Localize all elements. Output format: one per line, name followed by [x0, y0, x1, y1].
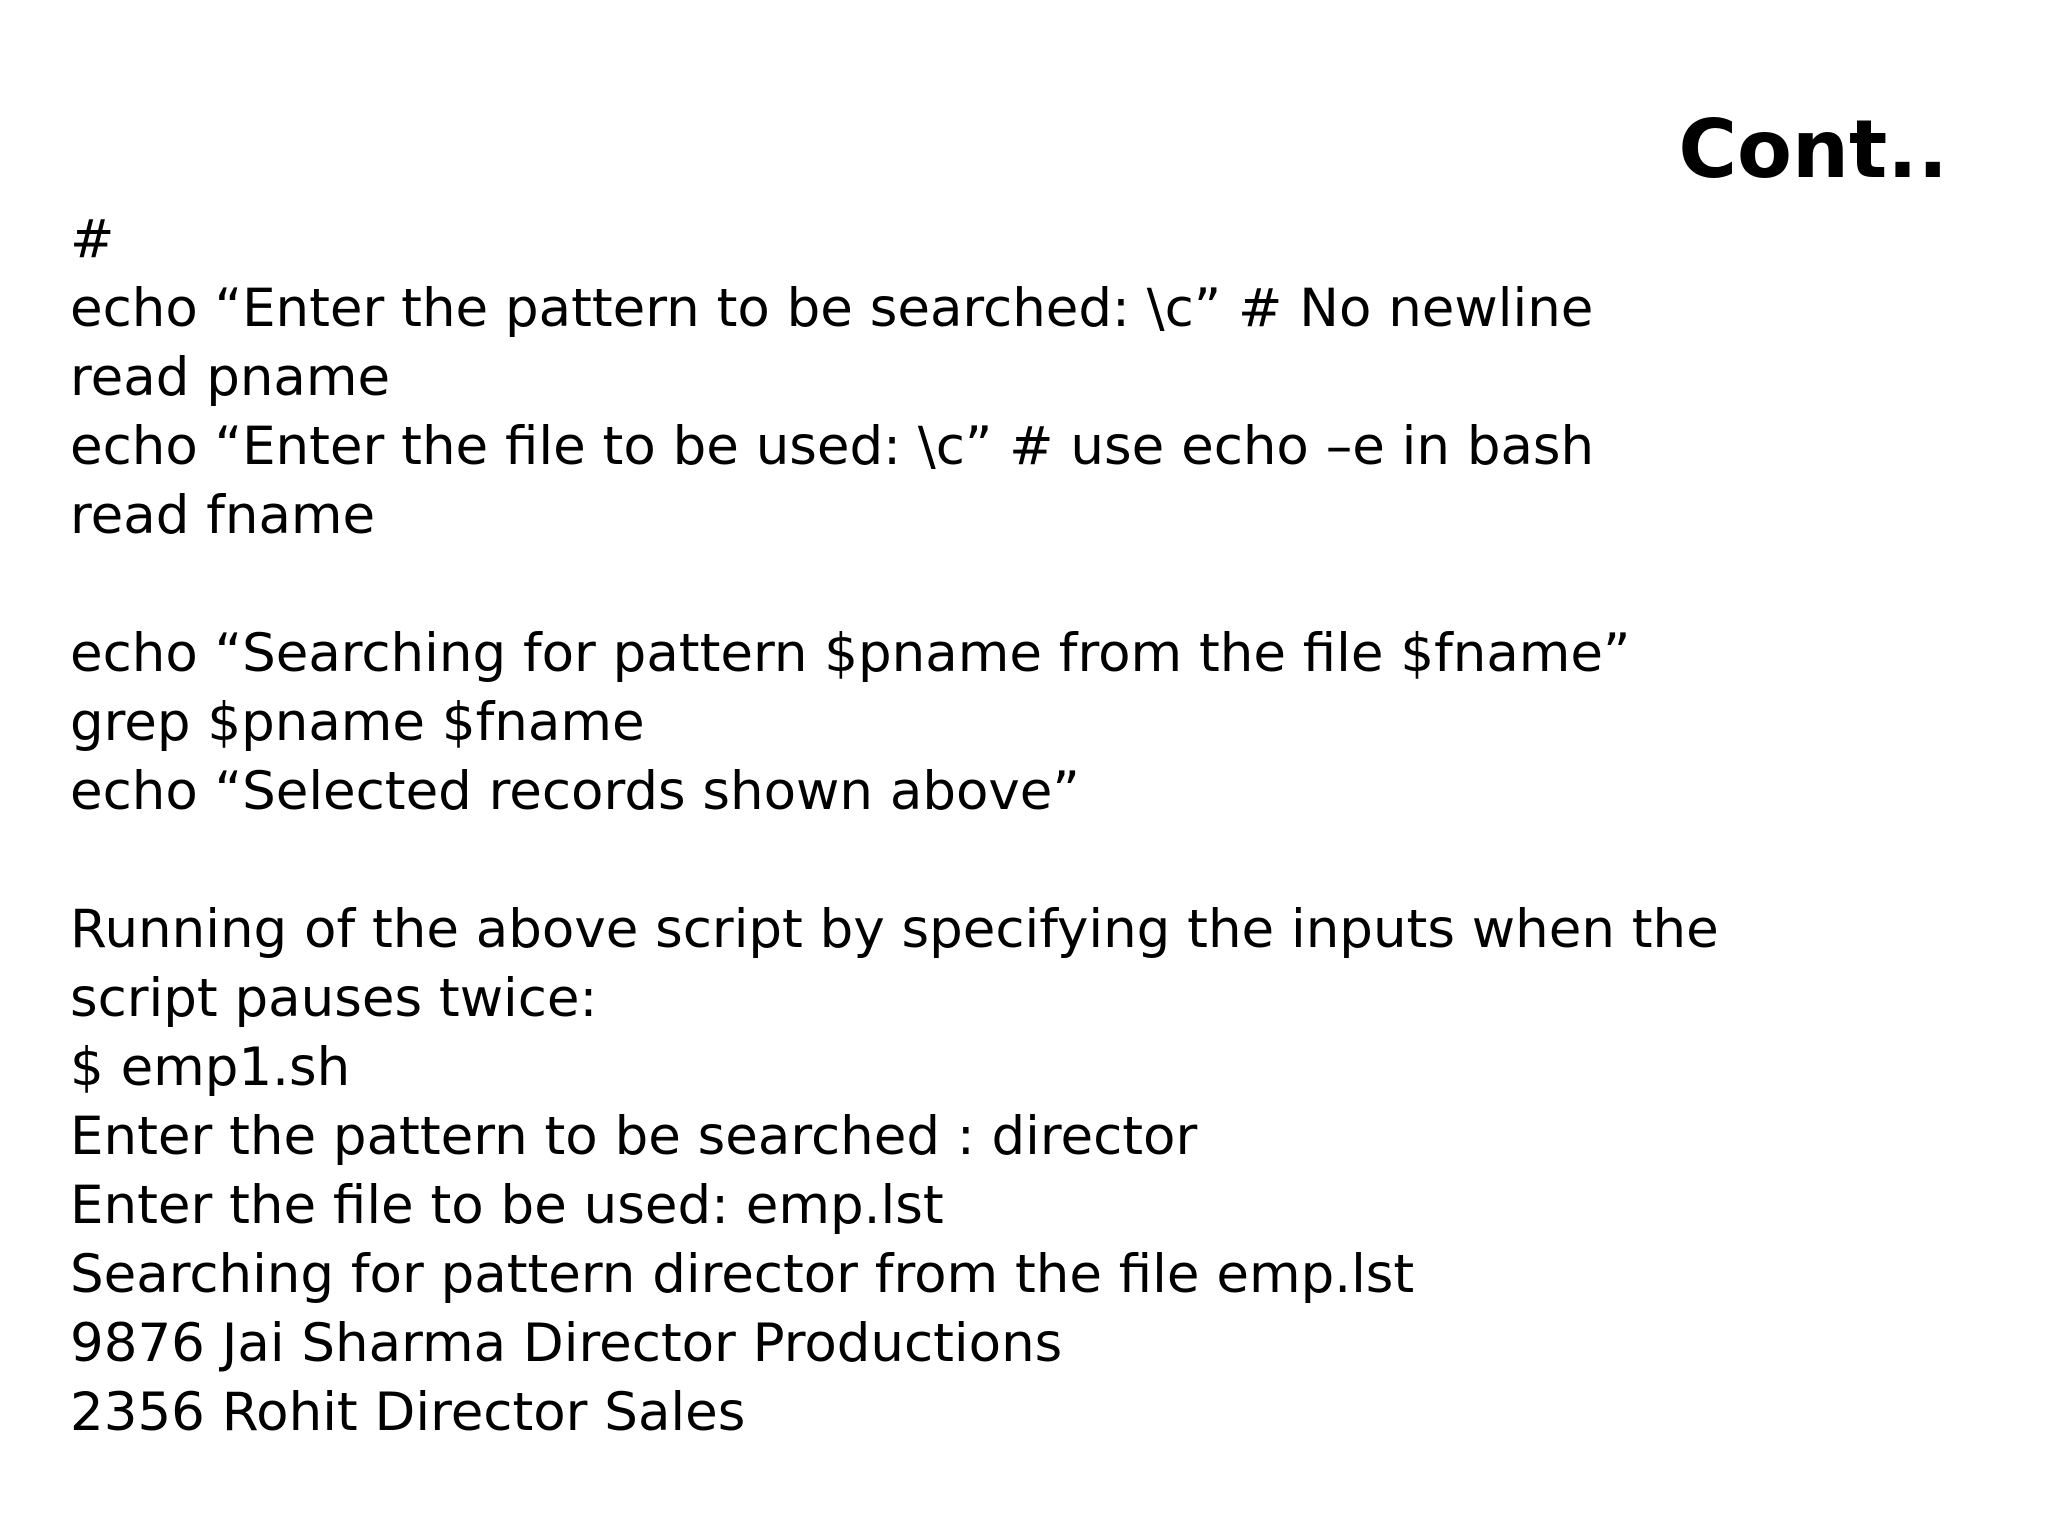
body-line: Searching for pattern director from the file emp.lst — [70, 1244, 1415, 1305]
body-line: # — [70, 209, 115, 270]
body-line: Enter the file to be used: emp.lst — [70, 1175, 944, 1236]
body-line: echo “Searching for pattern $pname from the file $fname” — [70, 623, 1631, 684]
body-line: echo “Enter the pattern to be searched: \c” # No newline — [70, 278, 1594, 339]
body-line: 9876 Jai Sharma Director Productions — [70, 1313, 1063, 1374]
body-line: read pname — [70, 347, 391, 408]
slide-title: Cont.. — [1678, 103, 1948, 196]
blank-line — [70, 550, 1970, 619]
body-line: $ emp1.sh — [70, 1037, 351, 1098]
body-line: 2356 Rohit Director Sales — [70, 1382, 746, 1443]
body-line: Running of the above script by specifying the inputs when the — [70, 899, 1719, 960]
blank-line — [70, 826, 1970, 895]
slide-body — [70, 205, 1970, 1447]
body-line: grep $pname $fname — [70, 692, 645, 753]
body-line: echo “Selected records shown above” — [70, 761, 1080, 822]
body-line: read fname — [70, 485, 376, 546]
body-line: script pauses twice: — [70, 968, 598, 1029]
body-line: Enter the pattern to be searched : director — [70, 1106, 1198, 1167]
body-line: echo “Enter the file to be used: \c” # use echo –e in bash — [70, 416, 1595, 477]
